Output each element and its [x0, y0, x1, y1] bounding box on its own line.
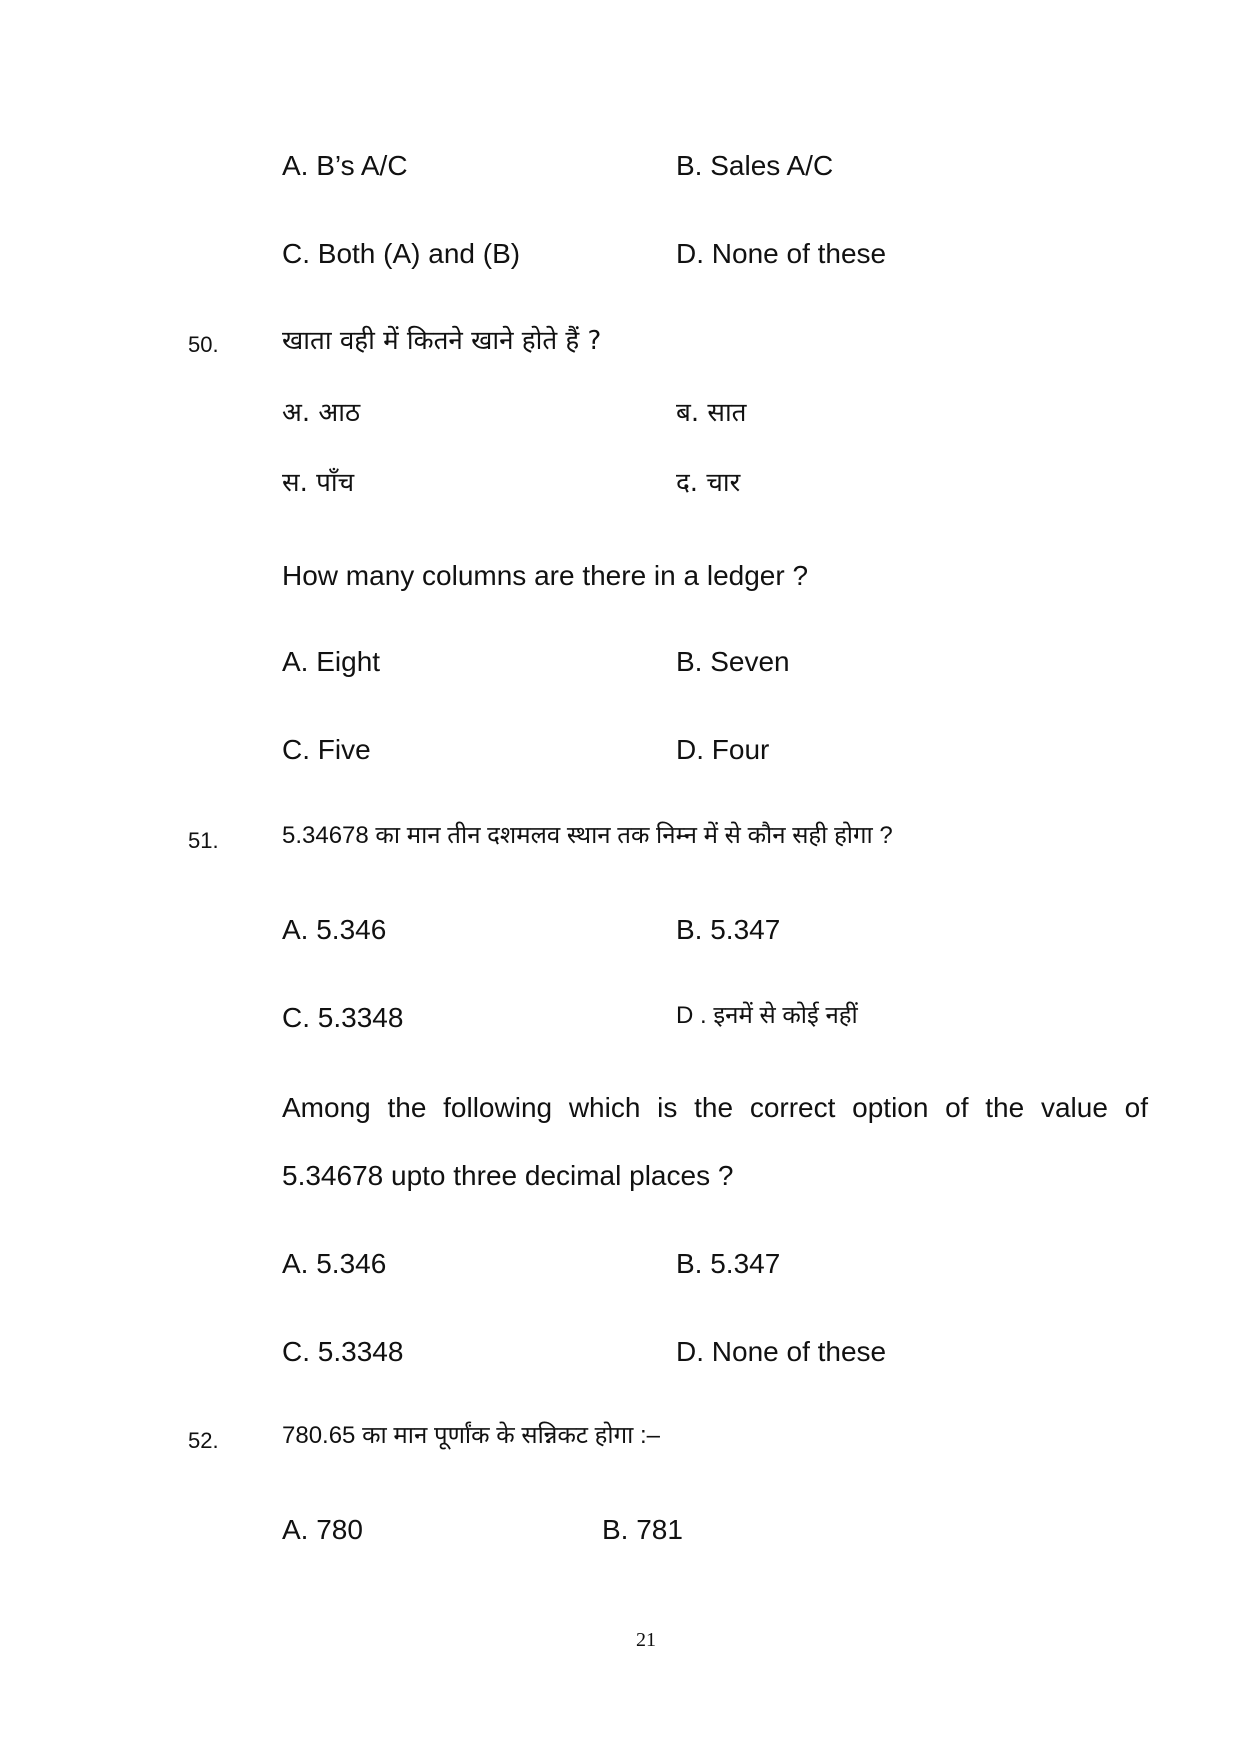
question-text-english: Among the following which is the correct option of the value of 5.34678 upto three decimal places ? — [282, 1092, 1148, 1191]
option-d: D. None of these — [676, 238, 887, 269]
option-b: B. 781 — [602, 1514, 683, 1545]
option-d: D. None of these — [676, 1336, 887, 1367]
question-text-hindi: 780.65 का मान पूर्णांक के सन्निकट होगा :– — [282, 1422, 661, 1449]
option-a: A. B’s A/C — [282, 150, 408, 181]
option-c: C. 5.3348 — [282, 1336, 404, 1367]
page-number: 21 — [636, 1629, 656, 1651]
option-c: C. 5.3348 — [282, 1002, 404, 1033]
option-c: C. Both (A) and (B) — [282, 238, 521, 269]
option-c-hindi: स. पाँच — [282, 468, 355, 498]
option-a: A. 5.346 — [282, 1248, 387, 1279]
question-text-english: How many columns are there in a ledger ? — [282, 560, 809, 591]
question-number: 52. — [188, 1428, 219, 1453]
option-a: A. 5.346 — [282, 914, 387, 945]
option-b: B. Seven — [676, 646, 790, 677]
option-b-hindi: ब. सात — [676, 398, 747, 428]
option-b: B. Sales A/C — [676, 150, 834, 181]
option-b: B. 5.347 — [676, 914, 781, 945]
option-a-hindi: अ. आठ — [282, 398, 361, 428]
question-number: 51. — [188, 828, 219, 853]
option-b: B. 5.347 — [676, 1248, 781, 1279]
option-d-hindi: D . इनमें से कोई नहीं — [676, 1002, 858, 1029]
question-text-hindi: 5.34678 का मान तीन दशमलव स्थान तक निम्न में से कौन सही होगा ? — [282, 822, 893, 849]
option-a: A. Eight — [282, 646, 381, 677]
option-d-hindi: द. चार — [676, 468, 741, 498]
option-c: C. Five — [282, 734, 371, 765]
question-number: 50. — [188, 332, 219, 357]
option-d: D. Four — [676, 734, 770, 765]
question-text-hindi: खाता वही में कितने खाने होते हैं ? — [282, 326, 602, 356]
option-a: A. 780 — [282, 1514, 363, 1545]
